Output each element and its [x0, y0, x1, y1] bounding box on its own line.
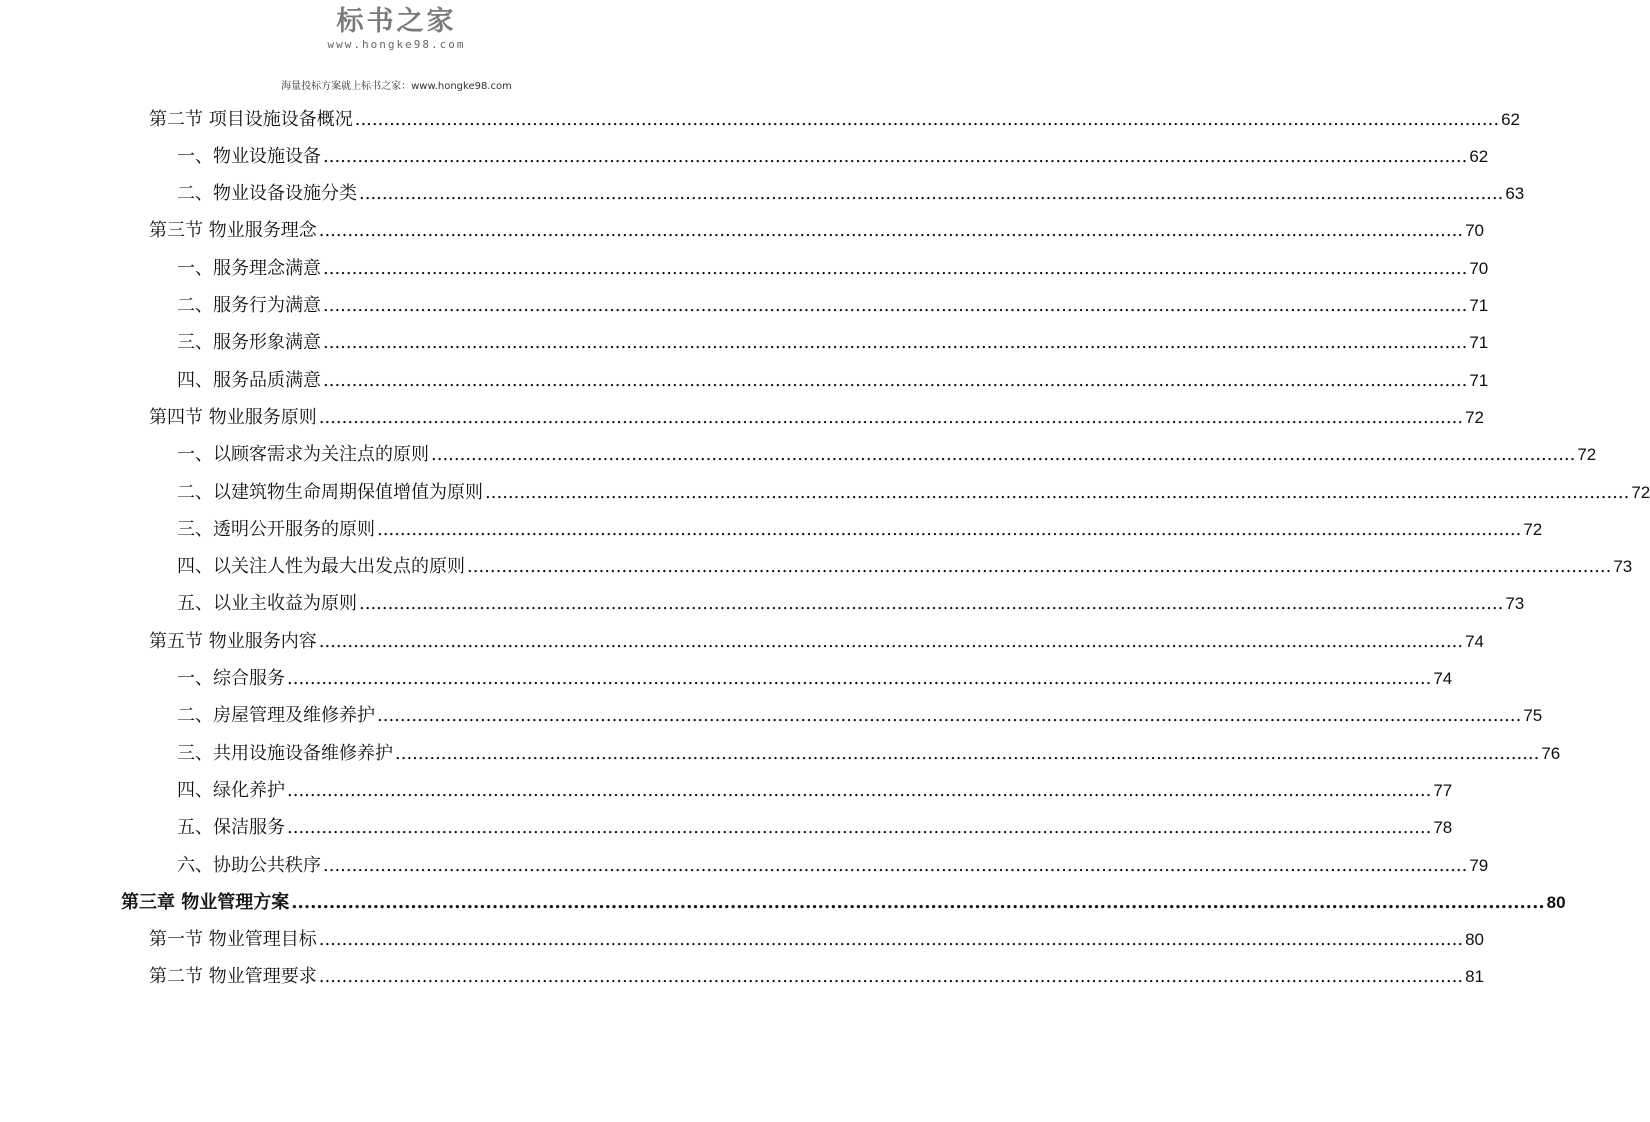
toc-entry-title: 五、以业主收益为原则	[177, 593, 357, 615]
toc-entry-title: 二、物业设备设施分类	[177, 183, 357, 205]
toc-entry-page-number: 72	[1465, 407, 1484, 427]
toc-entry[interactable]	[177, 810, 1453, 847]
toc-dot-leader: ........................................................................................................................................................................................................	[467, 556, 1612, 578]
toc-entry-title: 一、物业设施设备	[177, 145, 321, 167]
toc-dot-leader: ........................................................................................................................................................................................................	[354, 108, 1500, 130]
toc-dot-leader: ........................................................................................................................................................................................................	[323, 854, 1468, 876]
toc-entry-title: 三、共用设施设备维修养护	[177, 742, 393, 764]
toc-dot-leader: ........................................................................................................................................................................................................	[318, 220, 1464, 242]
toc-entry-title: 第二节 物业管理要求	[149, 966, 317, 988]
toc-entry[interactable]	[149, 213, 1484, 250]
toc-entry[interactable]	[177, 698, 1543, 735]
toc-entry-title: 第四节 物业服务原则	[149, 406, 317, 428]
toc-dot-leader: ........................................................................................................................................................................................................	[377, 518, 1522, 540]
toc-dot-leader: ........................................................................................................................................................................................................	[359, 183, 1504, 205]
toc-entry-title: 第三章 物业管理方案	[121, 891, 290, 913]
toc-dot-leader: ........................................................................................................................................................................................................	[431, 444, 1576, 466]
toc-entry[interactable]	[177, 735, 1561, 772]
logo-title: 标书之家	[336, 6, 457, 37]
logo-url: www.hongke98.com	[327, 38, 466, 51]
toc-dot-leader: ........................................................................................................................................................................................................	[318, 406, 1464, 428]
toc-dot-leader: ........................................................................................................................................................................................................	[323, 369, 1468, 391]
toc-entry[interactable]	[177, 661, 1453, 698]
toc-entry-page-number: 71	[1469, 296, 1489, 315]
toc-dot-leader: ........................................................................................................................................................................................................	[318, 966, 1464, 988]
toc-entry-title: 三、服务形象满意	[177, 332, 321, 354]
toc-entry-page-number: 78	[1433, 818, 1453, 838]
toc-dot-leader: ........................................................................................................................................................................................................	[323, 257, 1468, 279]
toc-entry-page-number: 79	[1469, 855, 1489, 875]
toc-entry-page-number: 81	[1465, 967, 1484, 987]
toc-entry-title: 二、服务行为满意	[177, 295, 321, 316]
toc-entry[interactable]	[177, 549, 1633, 586]
toc-entry-title: 四、绿化养护	[177, 779, 285, 801]
toc-entry-page-number: 73	[1505, 594, 1525, 614]
toc-entry-title: 一、以顾客需求为关注点的原则	[177, 444, 429, 466]
toc-entry-page-number: 70	[1469, 258, 1489, 278]
toc-entry-title: 第三节 物业服务理念	[149, 220, 317, 242]
toc-dot-leader: ........................................................................................................................................................................................................	[485, 481, 1630, 503]
toc-entry[interactable]	[177, 511, 1543, 548]
toc-entry-page-number: 73	[1613, 557, 1633, 577]
toc-entry-title: 一、服务理念满意	[177, 257, 321, 279]
toc-entry-page-number: 72	[1577, 445, 1597, 465]
toc-entry[interactable]	[177, 474, 1650, 511]
toc-entry-page-number: 76	[1541, 743, 1561, 763]
toc-entry-page-number: 63	[1505, 184, 1525, 204]
toc-entry-page-number: 70	[1465, 221, 1484, 241]
toc-entry[interactable]	[177, 250, 1489, 287]
toc-entry[interactable]	[177, 288, 1489, 325]
toc-entry[interactable]	[149, 399, 1484, 436]
toc-dot-leader: ........................................................................................................................................................................................................	[287, 668, 1432, 689]
toc-entry[interactable]	[177, 586, 1525, 623]
toc-entry-title: 第二节 项目设施设备概况	[149, 108, 353, 130]
toc-entry-page-number: 62	[1469, 146, 1489, 166]
toc-dot-leader: ........................................................................................................................................................................................................	[287, 817, 1432, 839]
toc-dot-leader: ........................................................................................................................................................................................................	[287, 779, 1432, 801]
toc-entry-page-number: 74	[1465, 631, 1484, 651]
toc-entry-page-number: 72	[1523, 519, 1543, 539]
toc-entry-title: 第一节 物业管理目标	[149, 929, 317, 951]
site-logo	[0, 6, 793, 52]
toc-entry-title: 五、保洁服务	[177, 817, 285, 839]
toc-entry-page-number: 72	[1631, 482, 1650, 502]
toc-entry-title: 二、房屋管理及维修养护	[177, 705, 375, 727]
toc-entry-title: 四、以关注人性为最大出发点的原则	[177, 556, 465, 578]
toc-dot-leader: ........................................................................................................................................................................................................	[323, 145, 1468, 167]
toc-entry[interactable]	[177, 325, 1489, 362]
toc-entry-page-number: 75	[1523, 706, 1543, 726]
toc-entry[interactable]	[177, 847, 1489, 884]
toc-entry[interactable]	[149, 101, 1520, 138]
toc-entry-title: 四、服务品质满意	[177, 369, 321, 391]
toc-entry[interactable]	[177, 138, 1489, 175]
toc-entry-title: 二、以建筑物生命周期保值增值为原则	[177, 481, 483, 503]
toc-entry-page-number: 80	[1546, 892, 1566, 912]
toc-entry[interactable]	[149, 623, 1484, 660]
toc-entry-page-number: 77	[1433, 780, 1453, 800]
toc-entry-title: 第五节 物业服务内容	[149, 630, 317, 652]
toc-dot-leader: ........................................................................................................................................................................................................	[359, 593, 1504, 615]
toc-entry[interactable]	[121, 884, 1566, 921]
toc-entry[interactable]	[177, 362, 1489, 399]
toc-entry-title: 一、综合服务	[177, 668, 285, 689]
toc-dot-leader: ........................................................................................................................................................................................................	[318, 929, 1464, 951]
toc-dot-leader: ........................................................................................................................................................................................................	[323, 332, 1468, 354]
header-tagline: 海量投标方案就上标书之家：www.hongke98.com	[281, 81, 512, 92]
toc-entry[interactable]	[149, 922, 1484, 959]
toc-dot-leader: ........................................................................................................................................................................................................	[318, 630, 1464, 652]
toc-dot-leader: ........................................................................................................................................................................................................	[291, 891, 1545, 913]
toc-entry-title: 三、透明公开服务的原则	[177, 518, 375, 540]
toc-dot-leader: ........................................................................................................................................................................................................	[395, 742, 1540, 764]
toc-entry-page-number: 74	[1433, 669, 1453, 688]
toc-entry[interactable]	[149, 959, 1484, 996]
toc-entry-page-number: 71	[1469, 333, 1489, 353]
toc-entry[interactable]	[177, 437, 1597, 474]
toc-entry-title: 六、协助公共秩序	[177, 854, 321, 876]
toc-entry-page-number: 71	[1469, 370, 1489, 390]
toc-dot-leader: ........................................................................................................................................................................................................	[377, 705, 1522, 727]
toc-entry-page-number: 80	[1465, 930, 1484, 950]
toc-dot-leader: ........................................................................................................................................................................................................	[323, 295, 1468, 316]
toc-entry[interactable]	[177, 772, 1453, 809]
toc-entry-page-number: 62	[1501, 109, 1520, 129]
toc-entry[interactable]	[177, 176, 1525, 213]
